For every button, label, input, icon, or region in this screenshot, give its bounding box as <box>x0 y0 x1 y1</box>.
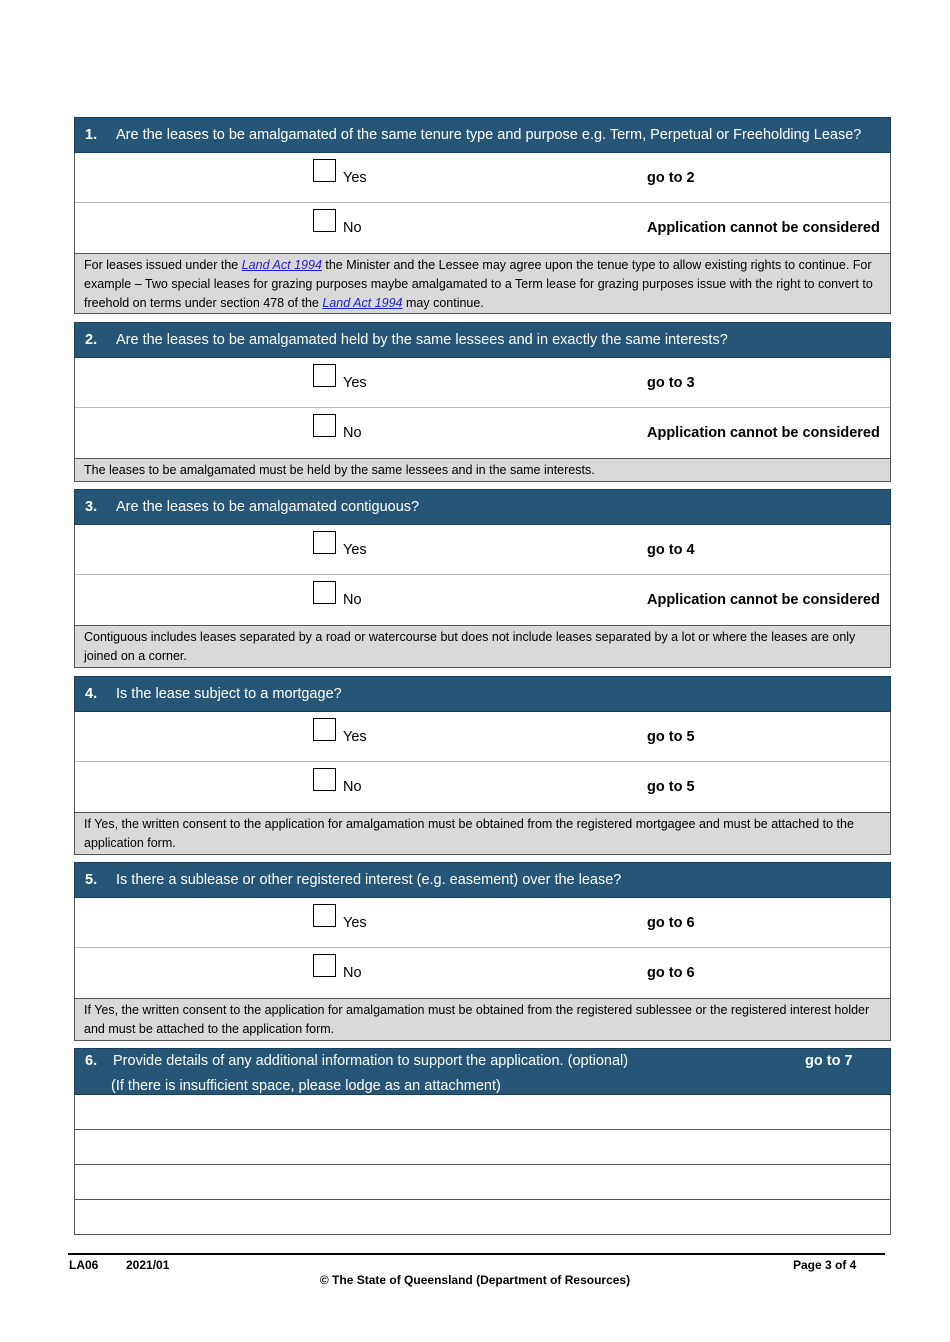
option-no-row <box>75 408 890 458</box>
question-5 <box>74 862 891 1041</box>
footer-divider <box>68 1253 885 1255</box>
yes-checkbox[interactable] <box>313 531 336 554</box>
form-code: LA06 <box>69 1258 99 1272</box>
question-goto: go to 7 <box>805 1053 853 1069</box>
no-checkbox[interactable] <box>313 414 336 437</box>
no-checkbox[interactable] <box>313 768 336 791</box>
question-2 <box>74 322 891 482</box>
question-1 <box>74 117 891 314</box>
details-line[interactable] <box>75 1200 890 1235</box>
question-3-header <box>74 489 891 525</box>
question-number: 5. <box>85 872 98 888</box>
yes-label: Yes <box>343 542 367 558</box>
option-no-row <box>75 575 890 625</box>
no-checkbox[interactable] <box>313 581 336 604</box>
no-label: No <box>343 592 362 608</box>
option-yes-row <box>75 153 890 203</box>
question-note: Contiguous includes leases separated by a road or watercourse but does not include leases separated by a lot or where the leases are only joined on a corner. <box>74 625 891 668</box>
yes-goto: go to 6 <box>647 915 695 931</box>
no-goto: go to 5 <box>647 779 695 795</box>
question-6 <box>74 1048 891 1235</box>
question-6-header <box>74 1048 891 1095</box>
no-goto: go to 6 <box>647 965 695 981</box>
details-line[interactable] <box>75 1095 890 1130</box>
option-no-row <box>75 948 890 998</box>
no-goto: Application cannot be considered <box>647 220 880 236</box>
yes-label: Yes <box>343 915 367 931</box>
option-no-row <box>75 203 890 253</box>
question-number: 4. <box>85 686 98 702</box>
form-version: 2021/01 <box>126 1258 170 1272</box>
question-4-header <box>74 676 891 712</box>
yes-checkbox[interactable] <box>313 904 336 927</box>
yes-label: Yes <box>343 729 367 745</box>
question-1-header <box>74 117 891 153</box>
question-number: 6. <box>85 1053 98 1069</box>
question-text: Is the lease subject to a mortgage? <box>116 686 342 702</box>
no-goto: Application cannot be considered <box>647 425 880 441</box>
option-yes-row <box>75 358 890 408</box>
question-3 <box>74 489 891 668</box>
land-act-link[interactable]: Land Act 1994 <box>241 258 322 272</box>
question-subtext: (If there is insufficient space, please lodge as an attachment) <box>111 1078 501 1094</box>
question-note: For leases issued under the Land Act 1994 the Minister and the Lessee may agree upon the tenue type to allow existing rights to continue. For example – Two special leases for grazing purposes maybe amalgamated to a Term lease for grazing purposes issue with the right to convert to freehold on terms under section 478 of the Land Act 1994 may continue. <box>74 253 891 314</box>
yes-checkbox[interactable] <box>313 718 336 741</box>
question-4 <box>74 676 891 855</box>
no-checkbox[interactable] <box>313 954 336 977</box>
no-goto: Application cannot be considered <box>647 592 880 608</box>
yes-label: Yes <box>343 375 367 391</box>
question-text: Is there a sublease or other registered interest (e.g. easement) over the lease? <box>116 872 622 888</box>
yes-goto: go to 4 <box>647 542 695 558</box>
details-line[interactable] <box>75 1130 890 1165</box>
yes-goto: go to 3 <box>647 375 695 391</box>
land-act-link[interactable]: Land Act 1994 <box>322 296 403 310</box>
question-note: The leases to be amalgamated must be held by the same lessees and in the same interests. <box>74 458 891 482</box>
yes-goto: go to 5 <box>647 729 695 745</box>
question-text: Are the leases to be amalgamated contiguous? <box>116 499 420 515</box>
option-yes-row <box>75 525 890 575</box>
yes-goto: go to 2 <box>647 170 695 186</box>
question-5-header <box>74 862 891 898</box>
no-label: No <box>343 779 362 795</box>
question-text: Are the leases to be amalgamated of the same tenure type and purpose e.g. Term, Perpetual or Freeholding Lease? <box>116 127 862 143</box>
question-text: Are the leases to be amalgamated held by the same lessees and in exactly the same interests? <box>116 332 728 348</box>
question-2-header <box>74 322 891 358</box>
no-label: No <box>343 965 362 981</box>
question-number: 2. <box>85 332 98 348</box>
no-label: No <box>343 425 362 441</box>
question-text: Provide details of any additional information to support the application. (optional) <box>113 1053 629 1069</box>
question-note: If Yes, the written consent to the application for amalgamation must be obtained from the registered sublessee or the registered interest holder and must be attached to the application form. <box>74 998 891 1041</box>
page-number: Page 3 of 4 <box>793 1258 857 1272</box>
yes-checkbox[interactable] <box>313 364 336 387</box>
question-number: 1. <box>85 127 98 143</box>
yes-label: Yes <box>343 170 367 186</box>
details-line[interactable] <box>75 1165 890 1200</box>
option-no-row <box>75 762 890 812</box>
option-yes-row <box>75 712 890 762</box>
no-label: No <box>343 220 362 236</box>
yes-checkbox[interactable] <box>313 159 336 182</box>
details-text-area[interactable] <box>74 1095 891 1235</box>
question-note: If Yes, the written consent to the application for amalgamation must be obtained from the registered mortgagee and must be attached to the application form. <box>74 812 891 855</box>
option-yes-row <box>75 898 890 948</box>
no-checkbox[interactable] <box>313 209 336 232</box>
copyright-notice: © The State of Queensland (Department of Resources) <box>319 1273 631 1287</box>
question-number: 3. <box>85 499 98 515</box>
